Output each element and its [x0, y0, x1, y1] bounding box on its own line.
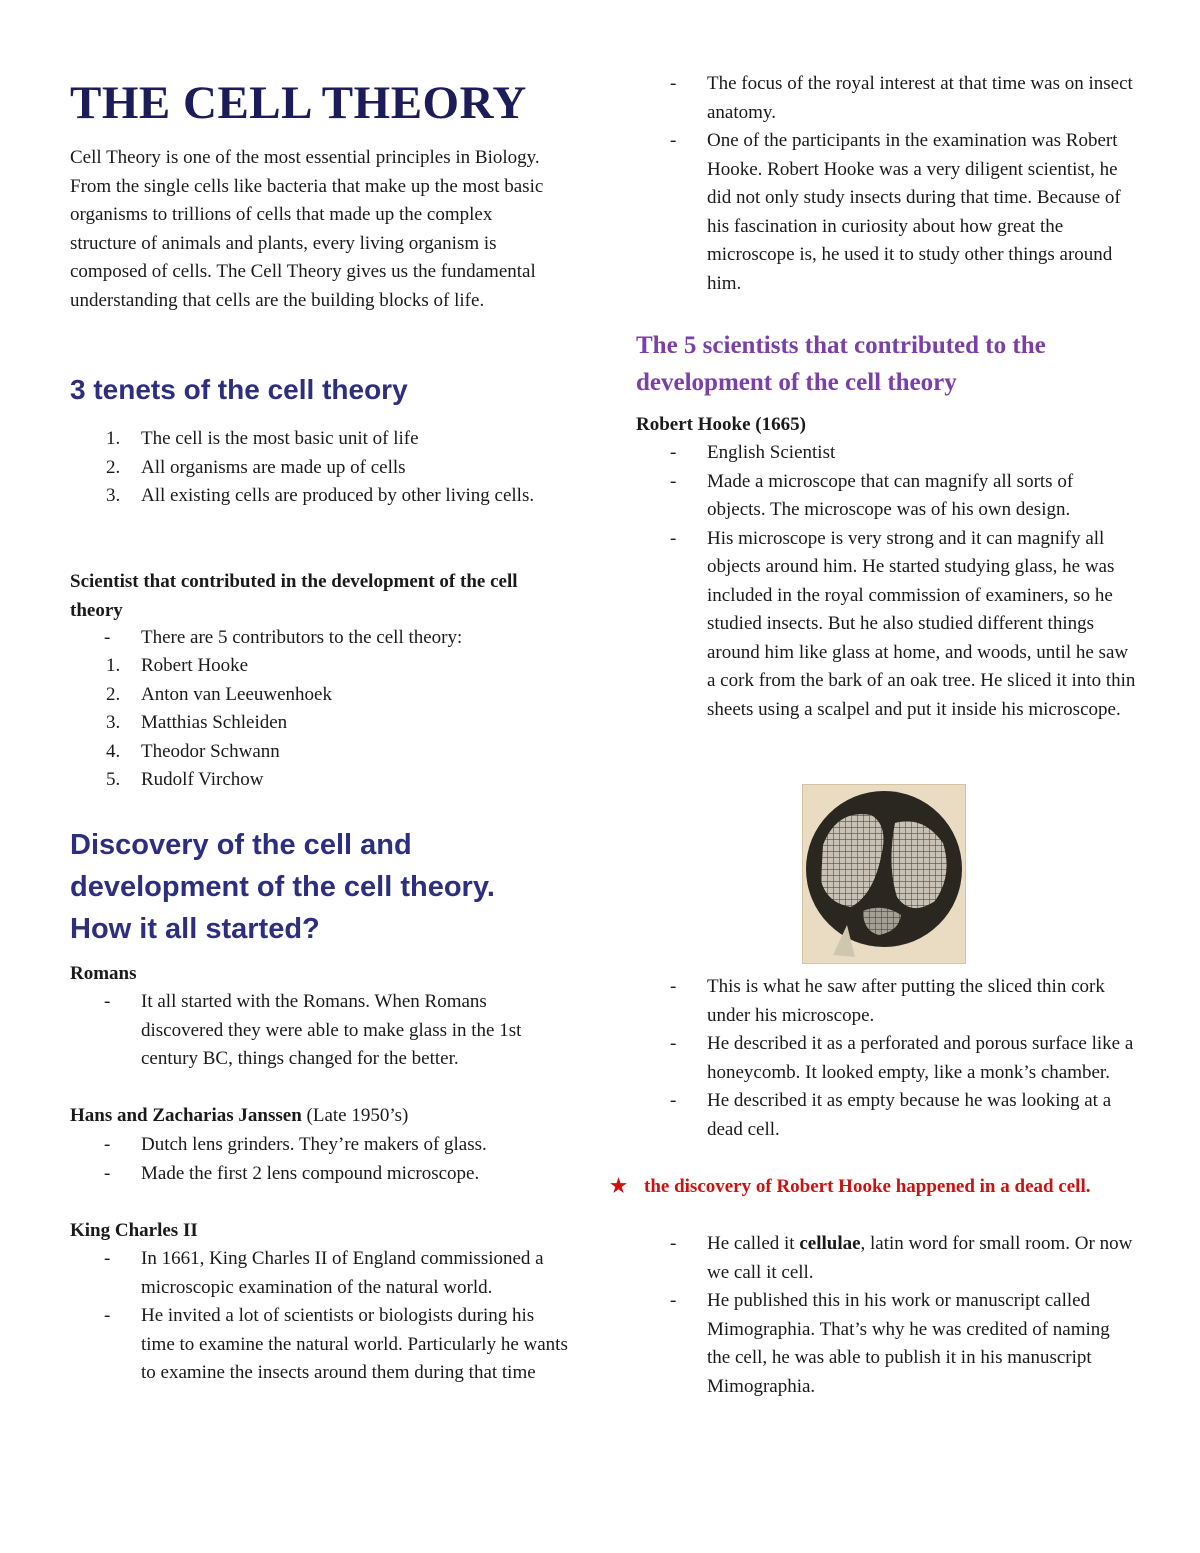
- list-item: 2. Anton van Leeuwenhoek: [106, 683, 332, 705]
- list-item: 5. Rudolf Virchow: [106, 769, 264, 790]
- list-item: - Made the first 2 lens compound microscope.: [104, 1162, 480, 1184]
- hooke-naming-list: [636, 1230, 1136, 1401]
- list-item: - The focus of the royal interest at that time was on insect anatomy.: [670, 73, 1133, 123]
- list-item: - Made a microscope that can magnify all sorts of objects. The microscope was of his own design.: [670, 470, 1074, 520]
- document-title: THE CELL THEORY: [70, 77, 527, 129]
- list-item: - English Scientist: [670, 442, 836, 463]
- list-item: 4. Theodor Schwann: [106, 740, 280, 762]
- contributors-heading: Scientist that contributed in the development of the cell theory: [70, 571, 518, 621]
- discovery-heading: Discovery of the cell and development of the cell theory. How it all started?: [70, 829, 495, 945]
- cork-microscope-image: [802, 784, 966, 964]
- list-item: - His microscope is very strong and it can magnify all objects around him. He started studying glass, he was included in the royal commission of examiners, so he studied insects. But he also studied different things around him like glass at home, and woods, until he saw a cork from the bark of an oak tree. He sliced it into thin sheets using a scalpel and put it inside his microscope.: [670, 527, 1136, 720]
- list-item: - He published this in his work or manuscript called Mimographia. That’s why he was credited of naming the cell, he was able to publish it in his manuscript Mimographia.: [670, 1290, 1110, 1397]
- list-item: - There are 5 contributors to the cell theory:: [104, 627, 463, 648]
- hooke-list: [636, 439, 1136, 724]
- cork-cells-illustration: [803, 785, 965, 963]
- list-item: - It all started with the Romans. When Romans discovered they were able to make glass in the 1st century BC, things changed for the better.: [104, 991, 522, 1069]
- five-scientists-heading: The 5 scientists that contributed to the development of the cell theory: [636, 332, 1046, 396]
- tenets-heading: 3 tenets of the cell theory: [70, 374, 408, 405]
- list-item: - One of the participants in the examination was Robert Hooke. Robert Hooke was a very diligent scientist, he did not only study insects during that time. Because of his fascination in curiosity about how great the microscope is, he used it to study other things around him.: [670, 130, 1121, 294]
- list-item: 3. Matthias Schleiden: [106, 712, 288, 733]
- list-item: - He called it cellulae, latin word for small room. Or now we call it cell.: [670, 1233, 1133, 1283]
- highlight-note: ★ the discovery of Robert Hooke happened in a dead cell.: [636, 1173, 1136, 1202]
- list-item: - In 1661, King Charles II of England commissioned a microscopic examination of the natural world.: [104, 1248, 544, 1298]
- romans-heading: Romans: [70, 963, 137, 984]
- list-item: 1. Robert Hooke: [106, 655, 249, 676]
- charles-continued-list: [636, 70, 1136, 298]
- list-item: 1. The cell is the most basic unit of life: [106, 428, 419, 449]
- janssen-list: [70, 1131, 570, 1188]
- list-item: - This is what he saw after putting the sliced thin cork under his microscope.: [670, 976, 1105, 1026]
- list-item: - He described it as a perforated and porous surface like a honeycomb. It looked empty, like a monk’s chamber.: [670, 1033, 1134, 1083]
- hooke-heading: Robert Hooke (1665): [636, 414, 806, 435]
- star-icon: ★: [610, 1176, 628, 1197]
- janssen-heading: Hans and Zacharias Janssen (Late 1950’s): [70, 1105, 409, 1126]
- hooke-observation-list: [636, 973, 1136, 1144]
- romans-list: [70, 988, 570, 1074]
- list-item: - Dutch lens grinders. They’re makers of glass.: [104, 1134, 487, 1155]
- charles-heading: King Charles II: [70, 1220, 198, 1241]
- list-item: - He described it as empty because he was looking at a dead cell.: [670, 1090, 1112, 1140]
- contributors-note-list: [70, 624, 570, 653]
- list-item: - He invited a lot of scientists or biologists during his time to examine the natural world. Particularly he wants to examine the insects around them during that time: [104, 1305, 568, 1383]
- tenets-list: [70, 425, 570, 511]
- contributors-list: [70, 652, 570, 795]
- list-item: 2. All organisms are made up of cells: [106, 456, 406, 478]
- list-item: 3. All existing cells are produced by other living cells.: [106, 485, 535, 506]
- charles-list: [70, 1245, 570, 1388]
- intro-paragraph: Cell Theory is one of the most essential principles in Biology. From the single cells like bacteria that make up the most basic organisms to trillions of cells that made up the complex structure of animals and plants, every living organism is composed of cells. The Cell Theory gives us the fundamental understanding that cells are the building blocks of life.: [70, 147, 544, 311]
